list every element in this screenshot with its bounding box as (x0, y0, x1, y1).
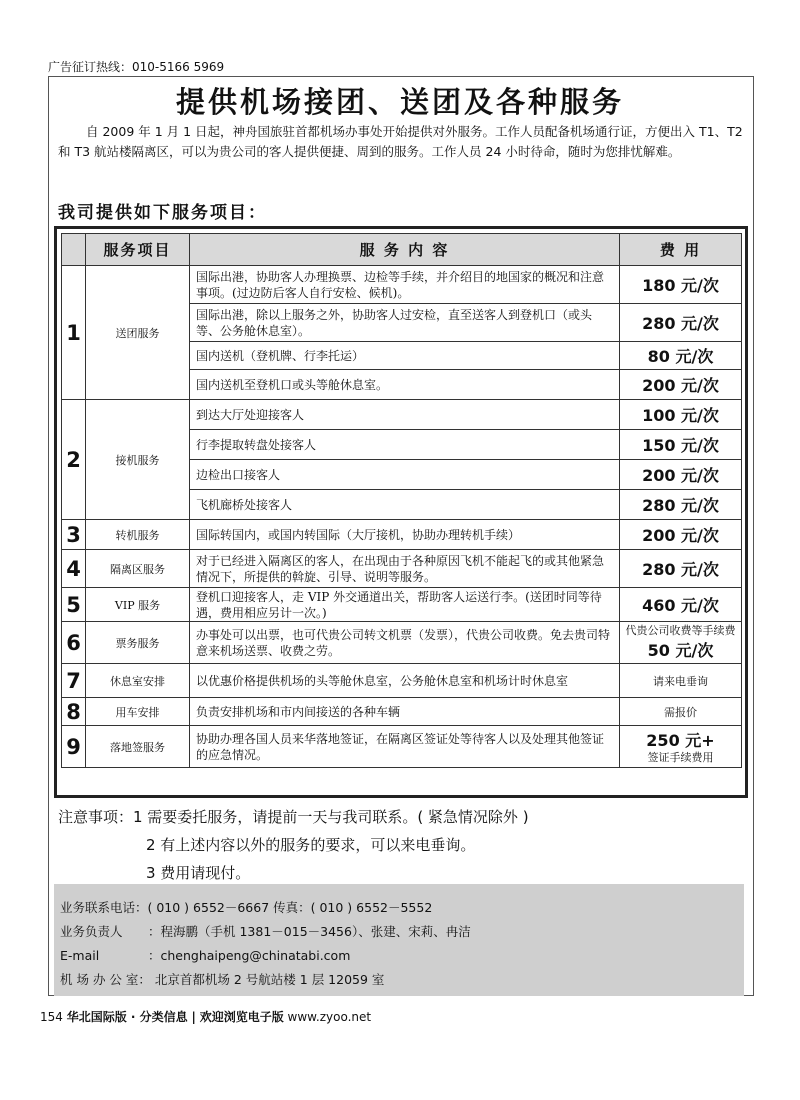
service-fee: 200 元/次 (620, 520, 742, 550)
table-row (62, 550, 742, 588)
service-description: 办事处可以出票，也可代贵公司转文机票（发票），代贵公司收费。免去贵司特意来机场送票、收费之劳。 (190, 622, 620, 664)
note-line-2: 2 有上述内容以外的服务的要求，可以来电垂询。 (146, 836, 476, 854)
page-title: 提供机场接团、送团及各种服务 (175, 85, 624, 119)
service-description: 边检出口接客人 (190, 460, 620, 490)
services-subheading: 我司提供如下服务项目： (58, 203, 267, 223)
ad-hotline: 广告征订热线：010-5166 5969 (48, 60, 225, 74)
note-line-3: 3 费用请现付。 (146, 864, 251, 882)
service-number: 1 (62, 266, 86, 400)
service-fee: 需报价 (620, 698, 742, 726)
service-description: 国际转国内，或国内转国际（大厅接机，协助办理转机手续） (190, 520, 620, 550)
service-fee: 280 元/次 (620, 304, 742, 342)
header-content: 服 务 内 容 (190, 234, 620, 266)
table-row (62, 520, 742, 550)
service-fee: 150 元/次 (620, 430, 742, 460)
footer-separator: | (191, 1010, 196, 1024)
service-fee: 200 元/次 (620, 370, 742, 400)
service-fee (620, 726, 742, 768)
service-description: 飞机廊桥处接客人 (190, 490, 620, 520)
table-header-row (62, 234, 742, 266)
page-number: 154 (40, 1010, 63, 1024)
service-description: 登机口迎接客人，走 VIP 外交通道出关，帮助客人运送行李。(送团时同等待遇，费用相应另计一次。) (190, 588, 620, 622)
contact-office: 北京首都机场 2 号航站楼 1 层 12059 室 (154, 972, 385, 987)
service-description: 以优惠价格提供机场的头等舱休息室，公务舱休息室和机场计时休息室 (190, 664, 620, 698)
service-number: 4 (62, 550, 86, 588)
contact-person: ：程海鹏（手机 1381－015－3456）、张建、宋莉、冉洁 (148, 924, 471, 939)
service-number: 2 (62, 400, 86, 520)
fee-amount: 50 元/次 (647, 641, 714, 660)
footer-section: 华北国际版 · 分类信息 (66, 1010, 188, 1024)
service-description: 协助办理各国人员来华落地签证，在隔离区签证处等待客人以及处理其他签证的应急情况。 (190, 726, 620, 768)
service-description: 国内送机至登机口或头等舱休息室。 (190, 370, 620, 400)
service-fee: 100 元/次 (620, 400, 742, 430)
service-name: 票务服务 (86, 622, 190, 664)
footer-promo: 欢迎浏览电子版 (199, 1010, 284, 1024)
table-row (62, 266, 742, 304)
contact-person-label: 业务负责人 (60, 924, 123, 939)
service-name: 送团服务 (86, 266, 190, 400)
services-table (61, 233, 742, 768)
service-description: 国际出港，协助客人办理换票、边检等手续，并介绍目的地国家的概况和注意事项。(过边防后客人自行安检、候机)。 (190, 266, 620, 304)
table-row (62, 664, 742, 698)
fee-amount: 250 元+ (646, 731, 715, 750)
service-number: 8 (62, 698, 86, 726)
fee-note: 代贵公司收费等手续费 (625, 624, 736, 637)
table-row (62, 622, 742, 664)
service-fee (620, 622, 742, 664)
service-number: 5 (62, 588, 86, 622)
service-fee: 460 元/次 (620, 588, 742, 622)
service-fee: 请来电垂询 (620, 664, 742, 698)
service-description: 到达大厅处迎接客人 (190, 400, 620, 430)
service-description: 国际出港，除以上服务之外，协助客人过安检，直至送客人到登机口（或头等、公务舱休息室）。 (190, 304, 620, 342)
footer-url[interactable]: www.zyoo.net (287, 1010, 372, 1024)
service-fee: 180 元/次 (620, 266, 742, 304)
note-line-1: 注意事项：1 需要委托服务，请提前一天与我司联系。( 紧急情况除外 ) (58, 808, 529, 826)
service-name: 休息室安排 (86, 664, 190, 698)
contact-person-row (60, 922, 471, 940)
contact-office-label: 机 场 办 公 室： (60, 972, 151, 987)
notes (58, 803, 529, 887)
service-name: 用车安排 (86, 698, 190, 726)
fee-note: 签证手续费用 (647, 751, 714, 764)
service-fee: 80 元/次 (620, 342, 742, 370)
service-number: 7 (62, 664, 86, 698)
service-fee: 200 元/次 (620, 460, 742, 490)
service-name: VIP 服务 (86, 588, 190, 622)
contact-email-label: E-mail (60, 948, 100, 963)
contact-email[interactable]: ：chenghaipeng@chinatabi.com (148, 948, 351, 963)
service-number: 3 (62, 520, 86, 550)
service-fee: 280 元/次 (620, 550, 742, 588)
service-number: 6 (62, 622, 86, 664)
table-row (62, 400, 742, 430)
header-num (62, 234, 86, 266)
service-name: 转机服务 (86, 520, 190, 550)
contact-office-row (60, 970, 384, 988)
service-fee: 280 元/次 (620, 490, 742, 520)
service-description: 国内送机（登机牌、行李托运） (190, 342, 620, 370)
table-row (62, 726, 742, 768)
header-fee: 费 用 (620, 234, 742, 266)
service-description: 负责安排机场和市内间接送的各种车辆 (190, 698, 620, 726)
service-number: 9 (62, 726, 86, 768)
table-row (62, 588, 742, 622)
services-table-frame (54, 226, 748, 798)
contact-email-row (60, 946, 350, 964)
header-item: 服务项目 (86, 234, 190, 266)
intro-paragraph: 自 2009 年 1 月 1 日起，神舟国旅驻首都机场办事处开始提供对外服务。工作人员配备机场通行证，方便出入 T1、T2 和 T3 航站楼隔离区，可以为贵公司的客人提供便捷、周到的服务。工作人员 24 小时待命，随时为您排忧解难。 (58, 124, 743, 159)
service-name: 隔离区服务 (86, 550, 190, 588)
service-name: 接机服务 (86, 400, 190, 520)
contact-phone: 业务联系电话：( 010 ) 6552－6667 传真：( 010 ) 6552－5552 (60, 900, 433, 915)
table-row (62, 698, 742, 726)
service-name: 落地签服务 (86, 726, 190, 768)
service-description: 行李提取转盘处接客人 (190, 430, 620, 460)
contact-box (54, 884, 744, 996)
service-description: 对于已经进入隔离区的客人，在出现由于各种原因飞机不能起飞的或其他紧急情况下，所提供的斡旋、引导、说明等服务。 (190, 550, 620, 588)
services-table-body (62, 266, 742, 768)
page-footer (40, 1008, 371, 1025)
